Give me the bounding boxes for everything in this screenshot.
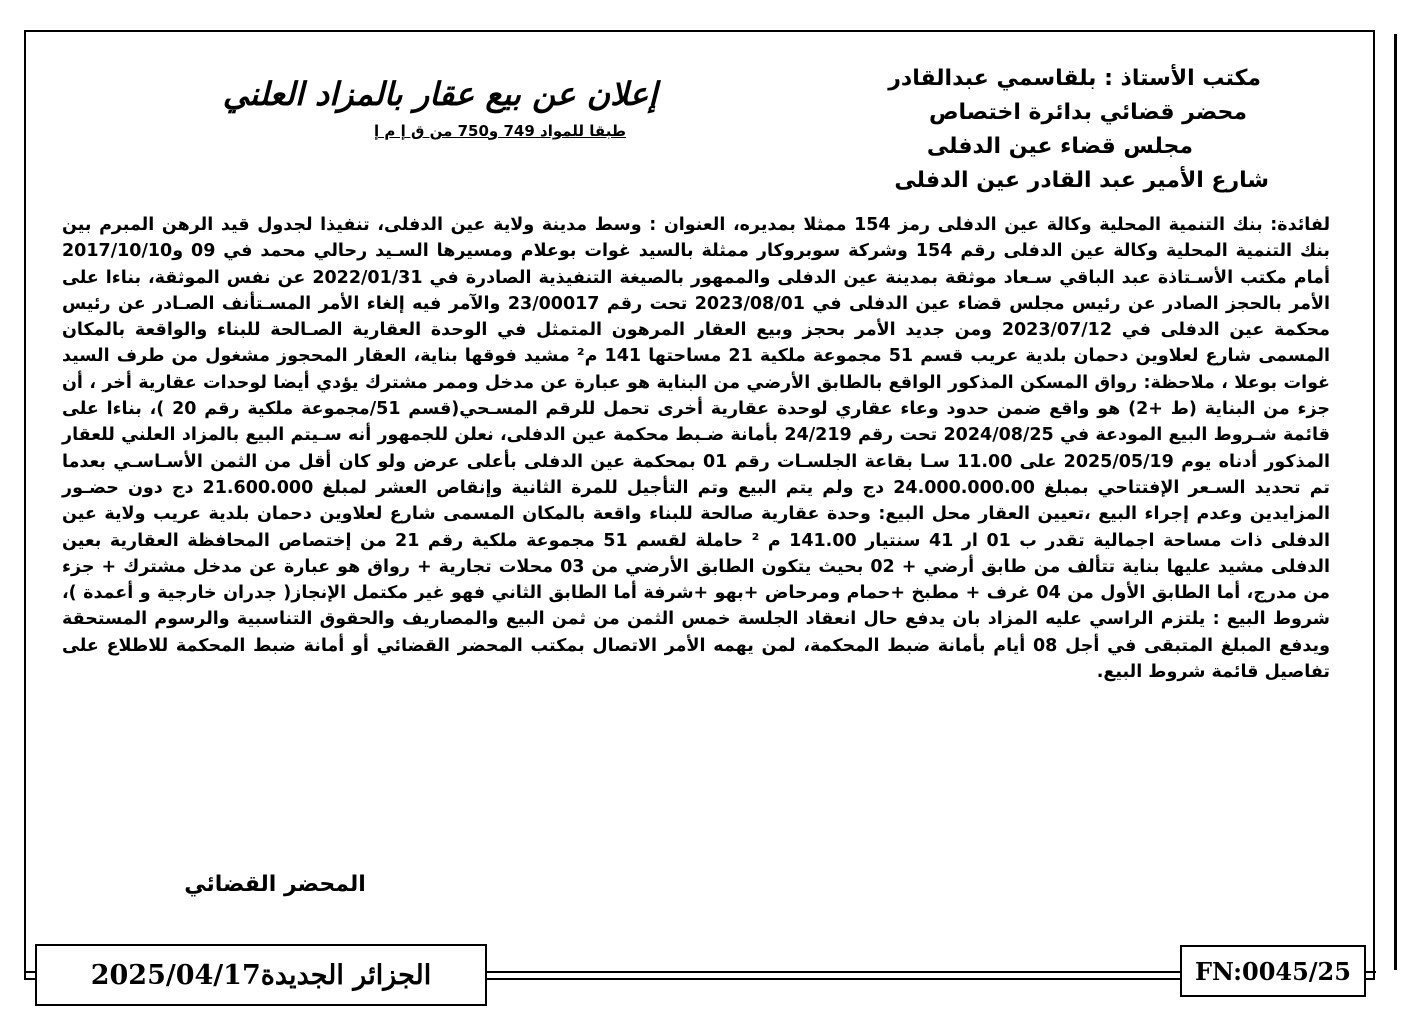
newspaper-name: الجزائر الجديدة — [260, 959, 432, 991]
newspaper-label — [35, 944, 487, 1006]
page-edge-bar — [1394, 34, 1397, 970]
publication-date: 2025/04/17 — [90, 959, 261, 991]
bailiff-signature: المحضر القضائي — [184, 872, 366, 897]
reference-number: FN:0045/25 — [1180, 945, 1366, 997]
office-role: محضر قضائي بدائرة اختصاص — [928, 100, 1247, 125]
notice-body: لفائدة: بنك التنمية المحلية وكالة عين الدفلى رمز 154 ممثلا بمديره، العنوان : وسط مدينة ولاية عين الدفلى، تنفيذا لجدول قيد الرهن المبرم بين بنك التنمية المحلية وكالة عين الدفلى رقم 154 وشركة سوبروكار ممثلة بالسيد غوات بوعلام ومسيرها السـيد رحالي محمد في 09 و2017/10/10 أمام مكتب الأسـتاذة عبد الباقي سـعاد موثقة بمدينة عين الدفلى والممهور بالصيغة التنفيذية الصادرة في 2022/01/31 عن نفس الموثقة، بناءا على الأمر بالحجز الصادر عن رئيس مجلس قضاء عين الدفلى في 2023/08/01 تحت رقم 23/00017 والآمر فيه إلغاء الأمر المسـتأنف الصـادر عن رئيس محكمة عين الدفلى في 2023/07/12 ومن جديد الأمر بحجز وبيع العقار المرهون المتمثل في الوحدة العقارية الصـالحة للبناء والواقعة بالمكان المسمى شارع لعلاوين دحمان بلدية عريب قسم 51 مجموعة ملكية 21 مساحتها 141 م² مشيد فوقها بناية، العقار المحجوز مشغول من طرف السيد غوات بوعلا ، ملاحظة: رواق المسكن المذكور الواقع بالطابق الأرضي من البناية هو عبارة عن مدخل وممر مشترك يؤدي أيضا لوحدات عقارية أخر ، أن جزء من البناية (ط +2) هو واقع ضمن حدود وعاء عقاري لوحدة عقارية أخرى تحمل للرقم المسـحي(قسم 51/مجموعة ملكية رقم 20 )، بناءا على قائمة شـروط البيع المودعة في 2024/08/25 تحت رقم 24/219 بأمانة ضـبط محكمة عين الدفلى، نعلن للجمهور أنه سـيتم البيع بالمزاد العلني للعقار المذكور أدناه يوم 2025/05/19 على 11.00 سـا بقاعة الجلسـات رقم 01 بمحكمة عين الدفلى بأعلى عرض ولو كان أقل من الثمن الأسـاسـي بعدما تم تحديد السـعر الإفتتاحي بمبلغ 24.000.000.00 دج ولم يتم البيع وتم التأجيل للمرة الثانية وإنقاص العشر لمبلغ 21.600.000 دج دون حضـور المزايدين وعدم إجراء البيع ،تعيين العقار محل البيع: وحدة عقارية صالحة للبناء واقعة بالمكان المسمى شارع لعلاوين دحمان بلدية عريب ولاية عين الدفلى ذات مساحة اجمالية تقدر ب 01 ار 41 سنتيار 141.00 م ² حاملة لقسم 51 مجموعة ملكية رقم 21 من إختصاص المحافظة العقارية بعين الدفلى مشيد عليها بناية تتألف من طابق أرضي + 02 بحيث يتكون الطابق الأرضي من 03 محلات تجارية + رواق هو عبارة عن مدخل مشترك + جزء من مدرج، أما الطابق الأول من 04 غرف + مطبخ +حمام ومرحاض +بهو +شرفة أما الطابق الثاني فهو غير مكتمل الإنجاز( جدران خارجية و أعمدة )، شروط البيع : يلتزم الراسي عليه المزاد بان يدفع حال انعقاد الجلسة خمس الثمن من ثمن البيع والمصاريف والحقوق التناسبية والرسوم المستحقة ويدفع المبلغ المتبقى في أجل 08 أيام بأمانة ضبط المحكمة، لمن يهمه الأمر الاتصال بمكتب المحضر القضائي أو أمانة ضبط المحكمة للاطلاع على تفاصيل قائمة شروط البيع. — [62, 215, 1331, 683]
notice-title-block — [170, 72, 710, 140]
legal-basis: طبقا للمواد 749 و750 من ق إ م إ — [374, 122, 626, 140]
bailiff-office-header — [791, 62, 1269, 198]
office-name: مكتب الأستاذ : بلقاسمي عبدالقادر — [888, 66, 1261, 91]
office-address: شارع الأمير عبد القادر عين الدفلى — [894, 168, 1269, 193]
office-court: مجلس قضاء عين الدفلى — [926, 134, 1193, 159]
notice-title: إعلان عن بيع عقار بالمزاد العلني — [222, 75, 658, 113]
footer-rule — [486, 971, 1182, 973]
